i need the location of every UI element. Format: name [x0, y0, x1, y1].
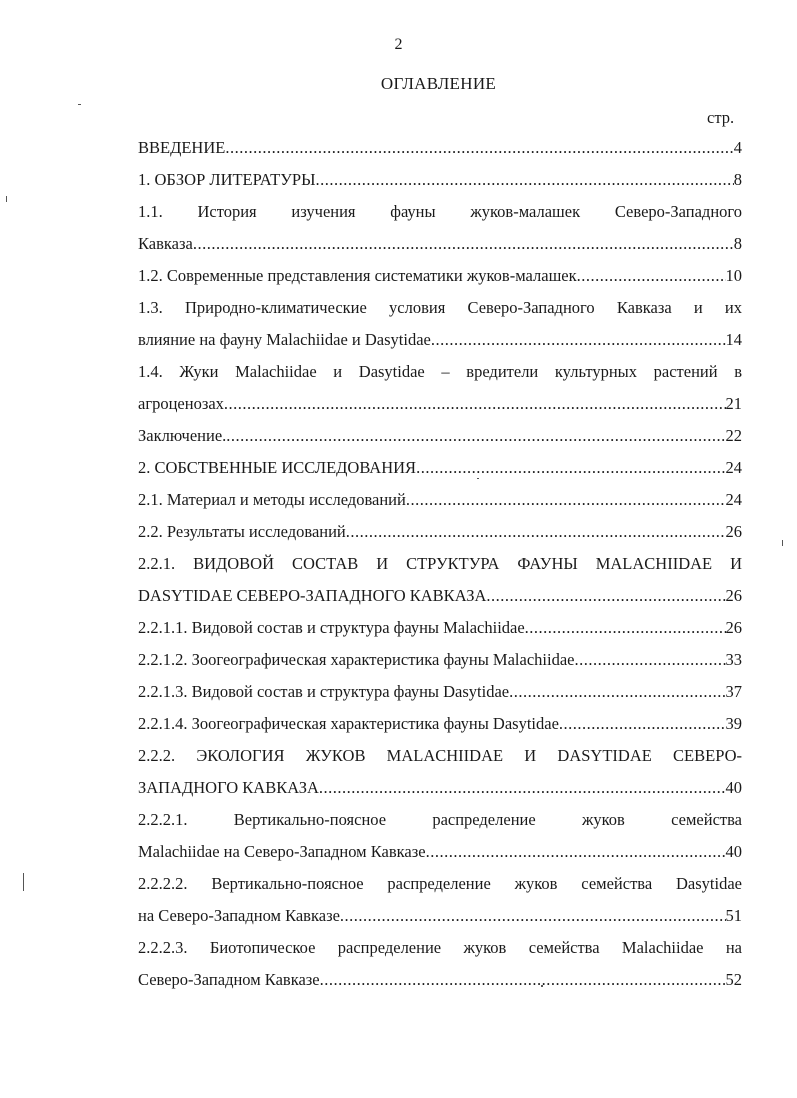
toc-entry: [138, 452, 742, 484]
toc-entry-text: 2.1. Материал и методы исследований: [138, 490, 406, 509]
toc-entry: [138, 900, 742, 932]
toc-entry-text: 1.2. Современные представления систематики жуков-малашек: [138, 266, 577, 285]
toc-entry-text: 1.1. История изучения фауны жуков-малашек Северо-Западного: [138, 202, 742, 221]
toc-entry-text: Malachiidae на Северо-Западном Кавказе: [138, 842, 426, 861]
scan-speck: [541, 985, 543, 987]
dot-leader: [486, 580, 725, 612]
dot-leader: [525, 612, 726, 644]
scan-speck: [23, 873, 24, 891]
toc-entry-page: 40: [725, 778, 742, 797]
toc-entry-text: влияние на фауну Malachiidae и Dasytidae: [138, 330, 431, 349]
toc-entry-page: 26: [725, 586, 742, 605]
toc-entry-page: 37: [725, 682, 742, 701]
toc-entry: [138, 260, 742, 292]
toc-entry-text: Северо-Западном Кавказе: [138, 970, 320, 989]
toc-entry-page: 24: [725, 490, 742, 509]
toc-entry-page: 22: [725, 426, 742, 445]
toc-entry: [138, 708, 742, 740]
dot-leader: [225, 132, 733, 164]
toc-entry: [138, 676, 742, 708]
scan-speck: [6, 196, 7, 202]
toc-entry-text: 2.2.2. ЭКОЛОГИЯ ЖУКОВ MALACHIIDAE И DASYTIDAE СЕВЕРО-: [138, 746, 742, 765]
toc-entry-first-line: [138, 868, 742, 900]
toc-entry: [138, 132, 742, 164]
toc-title: ОГЛАВЛЕНИЕ: [380, 74, 497, 93]
toc-entry-text: 2.2.2.1. Вертикально-поясное распределение жуков семейства: [138, 810, 742, 829]
toc-entry-page: 14: [725, 330, 742, 349]
toc-entry: [138, 228, 742, 260]
toc-entry: [138, 324, 742, 356]
toc-entry-text: 2.2.1.3. Видовой состав и структура фауны Dasytidae: [138, 682, 510, 701]
toc-entry: [138, 164, 742, 196]
dot-leader: [431, 324, 726, 356]
table-of-contents: [138, 132, 742, 996]
toc-entry: [138, 772, 742, 804]
toc-entry-text: 2.2.1.4. Зоогеографическая характеристика фауны Dasytidae: [138, 714, 559, 733]
toc-entry-text: ЗАПАДНОГО КАВКАЗА: [138, 778, 319, 797]
scan-speck: [477, 478, 479, 479]
dot-leader: [346, 516, 726, 548]
toc-entry: [138, 484, 742, 516]
toc-entry: [138, 580, 742, 612]
dot-leader: [193, 228, 734, 260]
scan-speck: [78, 104, 81, 105]
toc-entry-page: 26: [725, 522, 742, 541]
toc-entry-text: 2.2.1.1. Видовой состав и структура фауны Malachiidae: [138, 618, 525, 637]
toc-entry-first-line: [138, 356, 742, 388]
toc-entry: [138, 964, 742, 996]
dot-leader: [577, 260, 726, 292]
dot-leader: [559, 708, 726, 740]
dot-leader: [426, 836, 726, 868]
toc-entry-text: Кавказа: [138, 234, 193, 253]
dot-leader: [406, 484, 726, 516]
toc-entry-page: 4: [733, 138, 742, 157]
toc-entry-text: DASYTIDAE СЕВЕРО-ЗАПАДНОГО КАВКАЗА: [138, 586, 487, 605]
toc-entry-first-line: [138, 196, 742, 228]
toc-entry-first-line: [138, 932, 742, 964]
toc-entry-page: 33: [725, 650, 742, 669]
toc-entry-text: 2.2.2.3. Биотопическое распределение жуков семейства Malachiidae на: [138, 938, 742, 957]
toc-entry-text: 1.3. Природно-климатические условия Северо-Западного Кавказа и их: [138, 298, 742, 317]
toc-entry-text: 2. СОБСТВЕННЫЕ ИССЛЕДОВАНИЯ: [138, 458, 417, 477]
dot-leader: [319, 772, 726, 804]
toc-entry: [138, 516, 742, 548]
toc-entry: [138, 836, 742, 868]
toc-entry-page: 39: [725, 714, 742, 733]
toc-entry-page: 51: [725, 906, 742, 925]
toc-entry-first-line: [138, 740, 742, 772]
toc-entry-page: 52: [725, 970, 742, 989]
dot-leader: [509, 676, 725, 708]
dot-leader: [316, 164, 734, 196]
page-number: 2: [394, 36, 403, 53]
dot-leader: [574, 644, 725, 676]
toc-entry-page: 26: [725, 618, 742, 637]
page-column-header: стр.: [707, 108, 735, 127]
toc-entry-text: Заключение.: [138, 426, 227, 445]
toc-entry-text: 2.2.1.2. Зоогеографическая характеристика фауны Malachiidae: [138, 650, 575, 669]
toc-entry-page: 8: [733, 170, 742, 189]
toc-entry-page: 8: [733, 234, 742, 253]
toc-entry-text: 2.2.1. ВИДОВОЙ СОСТАВ И СТРУКТУРА ФАУНЫ MALACHIIDAE И: [138, 554, 742, 573]
dot-leader: [226, 420, 725, 452]
dot-leader: [320, 964, 726, 996]
toc-entry-text: 2.2.2.2. Вертикально-поясное распределение жуков семейства Dasytidae: [138, 874, 742, 893]
toc-entry: [138, 420, 742, 452]
toc-entry-text: агроценозах: [138, 394, 224, 413]
toc-entry: [138, 388, 742, 420]
dot-leader: [340, 900, 726, 932]
toc-entry-text: на Северо-Западном Кавказе: [138, 906, 340, 925]
dot-leader: [416, 452, 725, 484]
toc-entry-page: 10: [725, 266, 742, 285]
dot-leader: [224, 388, 726, 420]
toc-entry-text: 1. ОБЗОР ЛИТЕРАТУРЫ: [138, 170, 316, 189]
toc-entry-page: 21: [725, 394, 742, 413]
toc-entry: [138, 612, 742, 644]
toc-entry-first-line: [138, 804, 742, 836]
toc-entry-first-line: [138, 292, 742, 324]
toc-entry-text: ВВЕДЕНИЕ: [138, 138, 226, 157]
toc-entry-text: 2.2. Результаты исследований: [138, 522, 346, 541]
toc-entry-text: 1.4. Жуки Malachiidae и Dasytidae – вредители культурных растений в: [138, 362, 742, 381]
toc-entry: [138, 644, 742, 676]
toc-entry-first-line: [138, 548, 742, 580]
toc-entry-page: 24: [725, 458, 742, 477]
toc-entry-page: 40: [725, 842, 742, 861]
scan-speck: [782, 540, 783, 546]
